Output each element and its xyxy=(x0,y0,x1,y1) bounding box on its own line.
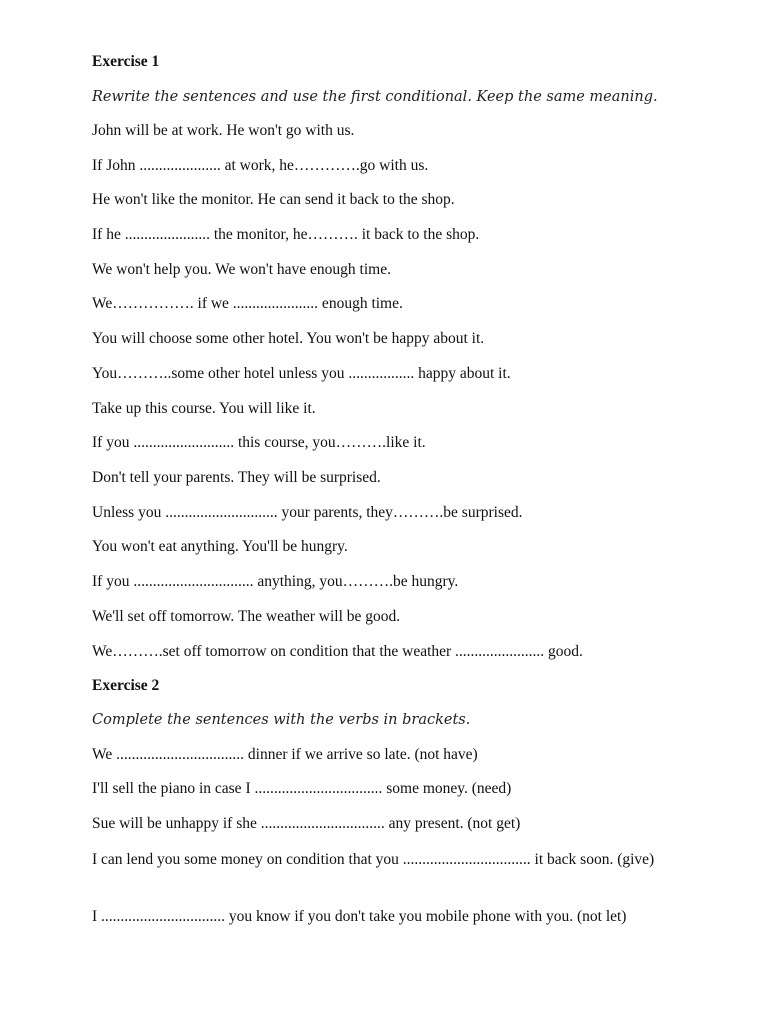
sentence: John will be at work. He won't go with us. xyxy=(92,122,355,139)
sentence: He won't like the monitor. He can send it back to the shop. xyxy=(92,191,455,208)
exercise-2-title: Exercise 2 xyxy=(92,677,160,694)
completion-item: I can lend you some money on condition that you ................................. it back soon. (give) xyxy=(92,851,655,868)
sentence: Take up this course. You will like it. xyxy=(92,400,316,417)
rewrite-line: We……………. if we ...................... enough time. xyxy=(92,295,403,312)
sentence: Don't tell your parents. They will be surprised. xyxy=(92,469,381,486)
completion-item: I ................................ you know if you don't take you mobile phone with you. (not let) xyxy=(92,908,627,925)
completion-item: I'll sell the piano in case I ................................. some money. (need) xyxy=(92,780,512,797)
completion-item: We ................................. dinner if we arrive so late. (not have) xyxy=(92,746,478,763)
rewrite-line: If you .......................... this course, you……….like it. xyxy=(92,434,426,451)
completion-item: Sue will be unhappy if she ................................ any present. (not get) xyxy=(92,815,521,832)
exercise-2-instruction: Complete the sentences with the verbs in brackets. xyxy=(92,712,471,728)
rewrite-line: You………..some other hotel unless you ................. happy about it. xyxy=(92,365,511,382)
sentence: We won't help you. We won't have enough time. xyxy=(92,261,391,278)
rewrite-line: If you ............................... anything, you……….be hungry. xyxy=(92,573,459,590)
sentence: We'll set off tomorrow. The weather will be good. xyxy=(92,608,401,625)
rewrite-line: Unless you ............................. your parents, they……….be surprised. xyxy=(92,504,523,521)
exercise-1-instruction: Rewrite the sentences and use the first conditional. Keep the same meaning. xyxy=(92,89,658,105)
rewrite-line: We……….set off tomorrow on condition that the weather ....................... good. xyxy=(92,643,583,660)
exercise-1-title: Exercise 1 xyxy=(92,53,160,70)
sentence: You won't eat anything. You'll be hungry. xyxy=(92,538,348,555)
sentence: You will choose some other hotel. You won't be happy about it. xyxy=(92,330,485,347)
rewrite-line: If he ...................... the monitor, he………. it back to the shop. xyxy=(92,226,480,243)
rewrite-line: If John ..................... at work, he………….go with us. xyxy=(92,157,429,174)
